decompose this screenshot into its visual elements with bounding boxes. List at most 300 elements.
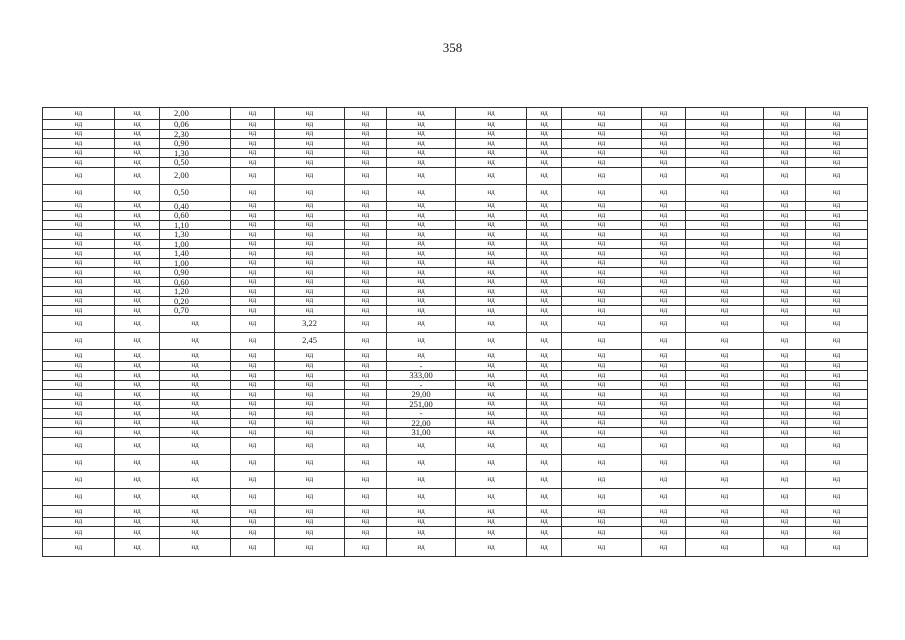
table-cell: нд [275, 129, 345, 139]
table-cell: нд [642, 239, 686, 249]
table-cell: нд [160, 315, 231, 332]
table-cell: нд [562, 538, 642, 556]
table-cell: нд [642, 488, 686, 505]
table-cell: нд [43, 390, 115, 400]
table-cell: нд [642, 538, 686, 556]
table-row [43, 488, 868, 505]
table-cell: нд [806, 158, 868, 168]
table-cell: нд [527, 488, 562, 505]
table-cell: нд [345, 158, 387, 168]
table-cell: нд [806, 201, 868, 211]
table-cell: нд [686, 277, 764, 287]
table-cell: нд [527, 220, 562, 230]
table-cell: нд [231, 139, 275, 149]
table-cell: нд [527, 306, 562, 316]
table-cell: нд [806, 471, 868, 488]
table-cell: нд [527, 167, 562, 184]
table-cell: нд [806, 428, 868, 438]
table-cell: нд [43, 249, 115, 259]
table-cell: нд [456, 211, 527, 221]
table-cell: нд [456, 349, 527, 361]
table-cell: нд [387, 505, 456, 517]
table-cell: нд [345, 418, 387, 428]
table-cell: нд [275, 409, 345, 419]
table-cell: нд [642, 380, 686, 390]
table-cell: нд [345, 437, 387, 454]
table-cell: нд [686, 488, 764, 505]
table-cell: нд [764, 306, 806, 316]
table-cell: нд [275, 526, 345, 538]
table-cell: нд [562, 371, 642, 381]
table-cell: нд [275, 249, 345, 259]
table-cell: нд [806, 249, 868, 259]
table-cell: нд [562, 454, 642, 471]
table-cell: нд [387, 277, 456, 287]
table-cell: нд [43, 139, 115, 149]
table-cell: нд [115, 332, 160, 349]
table-cell: нд [231, 471, 275, 488]
table-cell: нд [806, 390, 868, 400]
table-cell: нд [115, 258, 160, 268]
table-cell: нд [527, 129, 562, 139]
table-cell: нд [160, 349, 231, 361]
table-cell: нд [764, 220, 806, 230]
table-cell: нд [562, 158, 642, 168]
table-cell: нд [231, 526, 275, 538]
table-cell: нд [642, 296, 686, 306]
table-cell: нд [43, 418, 115, 428]
table-cell: нд [527, 258, 562, 268]
table-cell: нд [275, 488, 345, 505]
table-cell: нд [275, 306, 345, 316]
table-cell: нд [764, 454, 806, 471]
table-cell: нд [115, 371, 160, 381]
table-cell: нд [806, 488, 868, 505]
table-row [43, 277, 868, 287]
table-cell: нд [231, 148, 275, 158]
table-cell: нд [115, 201, 160, 211]
table-cell: нд [231, 418, 275, 428]
table-row [43, 249, 868, 259]
table-cell: нд [345, 306, 387, 316]
table-cell: нд [387, 454, 456, 471]
table-cell: нд [115, 220, 160, 230]
table-cell: нд [764, 249, 806, 259]
table-cell: нд [456, 277, 527, 287]
table-cell: нд [275, 120, 345, 130]
table-cell: нд [642, 390, 686, 400]
table-cell: нд [387, 120, 456, 130]
table-cell: 0,50 [160, 184, 231, 201]
table-row [43, 454, 868, 471]
table-cell: нд [231, 399, 275, 409]
table-cell: нд [275, 230, 345, 240]
table-cell: 0,06 [160, 120, 231, 130]
table-cell: 1,30 [160, 148, 231, 158]
table-cell: нд [345, 148, 387, 158]
table-cell: нд [387, 139, 456, 149]
table-row [43, 471, 868, 488]
table-cell: нд [231, 409, 275, 419]
table-cell: нд [686, 526, 764, 538]
table-cell: нд [231, 108, 275, 120]
table-row [43, 287, 868, 297]
table-cell: нд [527, 454, 562, 471]
table-cell: нд [387, 108, 456, 120]
table-cell: нд [686, 108, 764, 120]
table-cell: нд [275, 220, 345, 230]
table-cell: нд [764, 390, 806, 400]
table-cell: нд [115, 418, 160, 428]
table-cell: нд [527, 139, 562, 149]
table-cell: нд [764, 418, 806, 428]
table-cell: 22,00 [387, 418, 456, 428]
table-cell: нд [115, 380, 160, 390]
table-cell: нд [231, 184, 275, 201]
table-cell: нд [806, 349, 868, 361]
table-cell: нд [686, 167, 764, 184]
table-cell: нд [160, 488, 231, 505]
table-cell: нд [562, 349, 642, 361]
table-cell: нд [642, 277, 686, 287]
table-cell: нд [562, 120, 642, 130]
table-row [43, 517, 868, 526]
table-cell: нд [456, 428, 527, 438]
table-cell: нд [642, 505, 686, 517]
table-cell: нд [345, 399, 387, 409]
table-cell: нд [43, 148, 115, 158]
table-cell: нд [345, 249, 387, 259]
table-cell: нд [275, 184, 345, 201]
table-cell: нд [562, 418, 642, 428]
table-cell: нд [231, 268, 275, 278]
table-cell: нд [387, 220, 456, 230]
table-row [43, 268, 868, 278]
table-cell: нд [456, 249, 527, 259]
table-cell: нд [43, 167, 115, 184]
table-row [43, 148, 868, 158]
table-cell: нд [231, 306, 275, 316]
table-row [43, 306, 868, 316]
table-cell: нд [456, 268, 527, 278]
table-cell: нд [456, 332, 527, 349]
table-cell: нд [231, 437, 275, 454]
table-cell: нд [642, 167, 686, 184]
table-cell: нд [43, 488, 115, 505]
table-cell: нд [115, 505, 160, 517]
table-cell: нд [345, 220, 387, 230]
table-cell: 1,10 [160, 220, 231, 230]
table-cell: нд [231, 505, 275, 517]
table-cell: нд [642, 249, 686, 259]
table-cell: 2,30 [160, 129, 231, 139]
table-cell: нд [806, 361, 868, 371]
table-cell: 0,90 [160, 139, 231, 149]
table-cell: нд [231, 332, 275, 349]
table-cell: нд [231, 315, 275, 332]
table-cell: нд [345, 517, 387, 526]
table-cell: нд [686, 437, 764, 454]
table-cell: 31,00 [387, 428, 456, 438]
table-cell: нд [387, 201, 456, 211]
table-cell: нд [456, 409, 527, 419]
table-cell: нд [160, 428, 231, 438]
table-cell: нд [387, 471, 456, 488]
table-row [43, 349, 868, 361]
table-cell: нд [115, 230, 160, 240]
table-cell: нд [562, 249, 642, 259]
table-cell: нд [806, 538, 868, 556]
table-cell: нд [43, 129, 115, 139]
table-cell: нд [686, 184, 764, 201]
table-cell: 0,60 [160, 211, 231, 221]
table-cell: нд [527, 428, 562, 438]
table-cell: нд [806, 296, 868, 306]
table-cell: нд [115, 249, 160, 259]
table-cell: нд [387, 287, 456, 297]
table-cell: нд [642, 517, 686, 526]
table-cell: нд [686, 409, 764, 419]
table-cell: нд [806, 184, 868, 201]
table-cell: нд [527, 505, 562, 517]
table-cell: нд [527, 437, 562, 454]
table-cell: нд [231, 220, 275, 230]
table-cell: нд [43, 409, 115, 419]
table-cell: нд [764, 129, 806, 139]
table-cell: нд [275, 361, 345, 371]
table-cell: нд [275, 399, 345, 409]
table-cell: нд [562, 488, 642, 505]
table-cell: нд [456, 201, 527, 211]
table-cell: нд [160, 538, 231, 556]
table-cell: нд [642, 428, 686, 438]
table-row [43, 505, 868, 517]
table-cell: нд [345, 380, 387, 390]
table-cell: нд [686, 517, 764, 526]
table-cell: 333,00 [387, 371, 456, 381]
table-cell: нд [806, 526, 868, 538]
table-cell: нд [456, 390, 527, 400]
table-cell: нд [686, 315, 764, 332]
table-cell: нд [456, 108, 527, 120]
table-cell: нд [764, 277, 806, 287]
table-cell: нд [527, 471, 562, 488]
table-cell: нд [231, 230, 275, 240]
table-cell: нд [345, 428, 387, 438]
table-cell: нд [160, 390, 231, 400]
table-cell: нд [642, 306, 686, 316]
table-row [43, 239, 868, 249]
table-cell: 3,22 [275, 315, 345, 332]
table-cell: нд [456, 380, 527, 390]
table-cell: нд [527, 239, 562, 249]
table-cell: 2,45 [275, 332, 345, 349]
table-cell: нд [456, 287, 527, 297]
table-cell: нд [562, 129, 642, 139]
table-row [43, 296, 868, 306]
table-cell: нд [387, 349, 456, 361]
table-cell: нд [115, 454, 160, 471]
table-cell: нд [562, 471, 642, 488]
table-cell: 0,70 [160, 306, 231, 316]
table-cell: нд [764, 287, 806, 297]
table-cell: нд [160, 371, 231, 381]
table-row [43, 120, 868, 130]
table-cell: нд [115, 409, 160, 419]
table-cell: нд [806, 315, 868, 332]
table-cell: нд [456, 418, 527, 428]
table-cell: нд [764, 211, 806, 221]
table-cell: нд [562, 287, 642, 297]
table-cell: нд [642, 454, 686, 471]
table-cell: нд [43, 211, 115, 221]
table-cell: нд [43, 108, 115, 120]
table-cell: нд [275, 108, 345, 120]
table-cell: нд [275, 418, 345, 428]
table-cell: нд [642, 129, 686, 139]
table-cell: нд [275, 201, 345, 211]
table-cell: нд [43, 287, 115, 297]
table-cell: нд [562, 258, 642, 268]
table-cell: нд [231, 287, 275, 297]
table-cell: нд [764, 239, 806, 249]
table-cell: нд [345, 488, 387, 505]
table-row [43, 361, 868, 371]
table-row [43, 139, 868, 149]
table-row [43, 315, 868, 332]
table-cell: нд [527, 380, 562, 390]
table-cell: нд [115, 517, 160, 526]
table-cell: нд [231, 277, 275, 287]
table-cell: - [387, 409, 456, 419]
table-cell: нд [275, 167, 345, 184]
table-cell: нд [387, 158, 456, 168]
table-cell: нд [231, 201, 275, 211]
table-cell: нд [43, 454, 115, 471]
table-cell: нд [527, 418, 562, 428]
table-cell: нд [275, 505, 345, 517]
table-row [43, 437, 868, 454]
table-cell: нд [686, 471, 764, 488]
table-cell: нд [456, 306, 527, 316]
table-cell: нд [806, 268, 868, 278]
table-cell: нд [115, 148, 160, 158]
table-cell: нд [387, 148, 456, 158]
table-cell: нд [527, 211, 562, 221]
table-cell: нд [275, 390, 345, 400]
table-cell: 2,00 [160, 108, 231, 120]
table-cell: 251,00 [387, 399, 456, 409]
table-cell: нд [527, 201, 562, 211]
table-cell: нд [562, 399, 642, 409]
table-cell: нд [642, 349, 686, 361]
table-cell: нд [527, 315, 562, 332]
table-cell: нд [642, 108, 686, 120]
table-cell: нд [764, 471, 806, 488]
table-cell: нд [345, 201, 387, 211]
table-cell: нд [345, 184, 387, 201]
table-cell: нд [764, 488, 806, 505]
table-cell: нд [43, 517, 115, 526]
table-cell: нд [806, 371, 868, 381]
table-cell: нд [642, 526, 686, 538]
table-cell: нд [43, 239, 115, 249]
table-cell: нд [387, 332, 456, 349]
table-cell: нд [562, 505, 642, 517]
table-cell: нд [686, 158, 764, 168]
table-cell: нд [527, 287, 562, 297]
table-cell: нд [642, 371, 686, 381]
table-cell: нд [275, 139, 345, 149]
table-cell: нд [43, 380, 115, 390]
table-cell: нд [764, 148, 806, 158]
table-cell: нд [806, 517, 868, 526]
table-cell: нд [43, 120, 115, 130]
table-row [43, 258, 868, 268]
table-cell: нд [275, 268, 345, 278]
table-cell: нд [806, 287, 868, 297]
table-cell: нд [345, 296, 387, 306]
table-cell: 1,30 [160, 230, 231, 240]
table-cell: нд [275, 538, 345, 556]
table-cell: нд [456, 239, 527, 249]
table-cell: нд [686, 454, 764, 471]
table-cell: нд [275, 258, 345, 268]
table-cell: нд [275, 158, 345, 168]
table-row [43, 220, 868, 230]
table-cell: нд [43, 526, 115, 538]
table-cell: нд [345, 287, 387, 297]
table-cell: нд [642, 220, 686, 230]
table-cell: нд [764, 505, 806, 517]
table-cell: нд [562, 139, 642, 149]
table-cell: нд [275, 371, 345, 381]
table-cell: нд [686, 361, 764, 371]
table-cell: нд [764, 184, 806, 201]
table-cell: нд [806, 418, 868, 428]
table-cell: нд [686, 505, 764, 517]
table-cell: нд [43, 471, 115, 488]
table-cell: нд [764, 526, 806, 538]
table-cell: нд [527, 538, 562, 556]
table-cell: нд [345, 230, 387, 240]
table-cell: нд [231, 167, 275, 184]
table-cell: нд [115, 488, 160, 505]
table-cell: нд [806, 167, 868, 184]
table-cell: нд [387, 129, 456, 139]
table-cell: нд [345, 538, 387, 556]
table-cell: нд [345, 371, 387, 381]
table-cell: нд [160, 454, 231, 471]
table-cell: - [387, 361, 456, 371]
table-cell: нд [115, 108, 160, 120]
table-cell: 2,00 [160, 167, 231, 184]
table-cell: нд [642, 230, 686, 240]
table-cell: нд [115, 239, 160, 249]
table-row [43, 129, 868, 139]
table-cell: нд [275, 471, 345, 488]
table-cell: нд [562, 380, 642, 390]
table-cell: нд [686, 129, 764, 139]
table-row [43, 418, 868, 428]
table-cell: нд [456, 184, 527, 201]
table-cell: 1,20 [160, 287, 231, 297]
table-cell: нд [686, 211, 764, 221]
table-cell: нд [562, 332, 642, 349]
table-cell: нд [456, 505, 527, 517]
table-cell: нд [527, 277, 562, 287]
table-cell: нд [115, 437, 160, 454]
